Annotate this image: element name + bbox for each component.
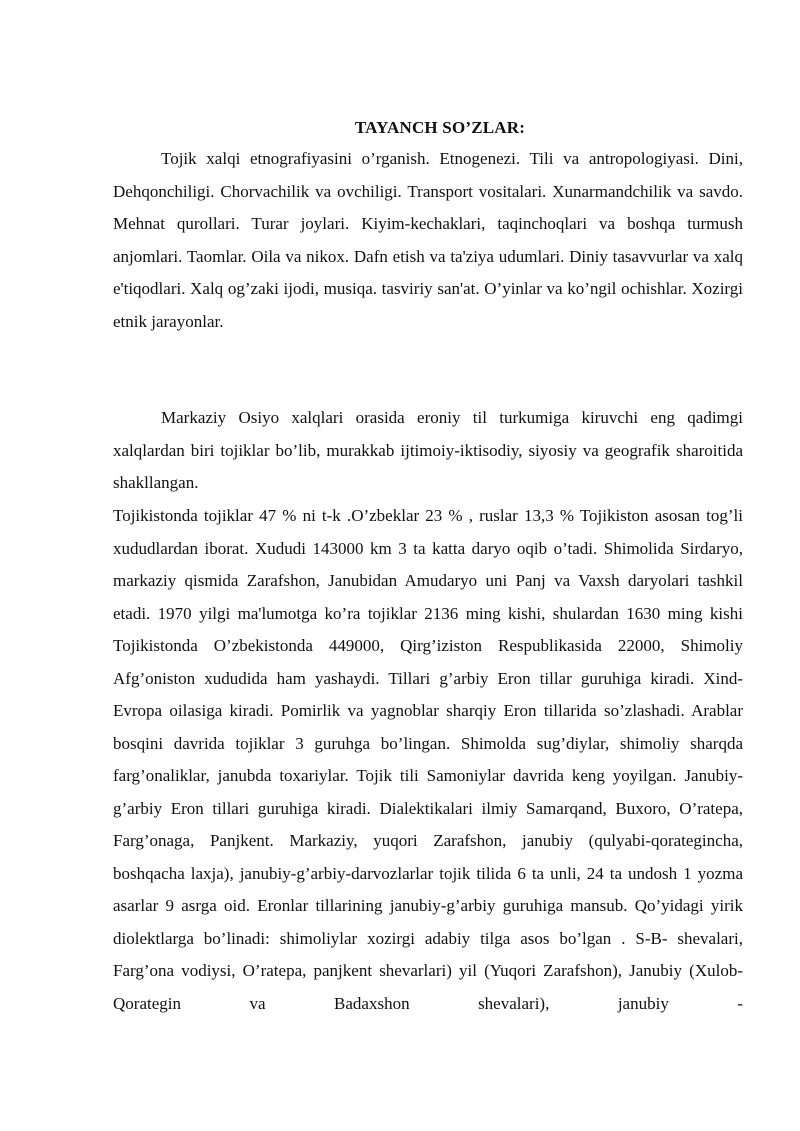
intro-block xyxy=(113,402,743,500)
main-block xyxy=(113,500,743,1020)
keywords-paragraph: Tojik xalqi etnografiyasini o’rganish. Etnogenezi. Tili va antropologiyasi. Dini, Dehqonchiligi. Chorvachilik va ovchiligi. Transport vositalari. Xunarmandchilik va savdo. Mehnat qurollari. Turar joylari. Kiyim-kechaklari, taqinchoqlari va boshqa turmush anjomlari. Taomlar. Oila va nikox. Dafn etish va ta'ziya udumlari. Diniy tasavvurlar va xalq e'tiqodlari. Xalq og’zaki ijodi, musiqa. tasviriy san'at. O’yinlar va ko’ngil ochishlar. Xozirgi etnik jarayonlar. xyxy=(113,149,743,331)
intro-paragraph: Markaziy Osiyo xalqlari orasida eroniy til turkumiga kiruvchi eng qadimgi xalqlardan biri tojiklar bo’lib, murakkab ijtimoiy-iktisodiy, siyosiy va geografik sharoitida shakllangan. xyxy=(113,408,743,492)
keywords-block xyxy=(113,143,743,338)
main-paragraph: Tojikistonda tojiklar 47 % ni t-k .O’zbeklar 23 % , ruslar 13,3 % Tojikiston asosan tog’li xududlardan iborat. Xududi 143000 km 3 ta katta daryo oqib o’tadi. Shimolida Sirdaryo, markaziy qismida Zarafshon, Janubidan Amudaryo uni Panj va Vaxsh daryolari tashkil etadi. 1970 yilgi ma'lumotga ko’ra tojiklar 2136 ming kishi, shulardan 1630 ming kishi Tojikistonda O’zbekistonda 449000, Qirg’iziston Respublikasida 22000, Shimoliy Afg’oniston xududida ham yashaydi. Tillari g’arbiy Eron tillar guruhiga kiradi. Xind-Evropa oilasiga kiradi. Pomirlik va yagnoblar sharqiy Eron tillarida so’zlashadi. Arablar bosqini davrida tojiklar 3 guruhga bo’lingan. Shimolda sug’diylar, shimoliy sharqda farg’onaliklar, janubda toxariylar. Tojik tili Samoniylar davrida keng yoyilgan. Janubiy-g’arbiy Eron tillari guruhiga kiradi. Dialektikalari ilmiy Samarqand, Buxoro, O’ratepa, Farg’onaga, Panjkent. Markaziy, yuqori Zarafshon, janubiy (qulyabi-qorategincha, boshqacha laxja), janubiy-g’arbiy-darvozlarlar tojik tilida 6 ta unli, 24 ta undosh 1 yozma asarlar 9 asrga oid. Eronlar tillarining janubiy-g’arbiy guruhiga mansub. Qo’yidagi yirik diolektlarga bo’linadi: shimoliylar xozirgi adabiy tilga asos bo’lgan . S-B- shevalari, Farg’ona vodiysi, O’ratepa, panjkent shevarlari) yil (Yuqori Zarafshon), Janubiy (Xulob-Qorategin va Badaxshon shevalari), janubiy - xyxy=(113,506,743,1013)
keywords-heading: TAYANCH SO’ZLAR: xyxy=(354,118,526,137)
